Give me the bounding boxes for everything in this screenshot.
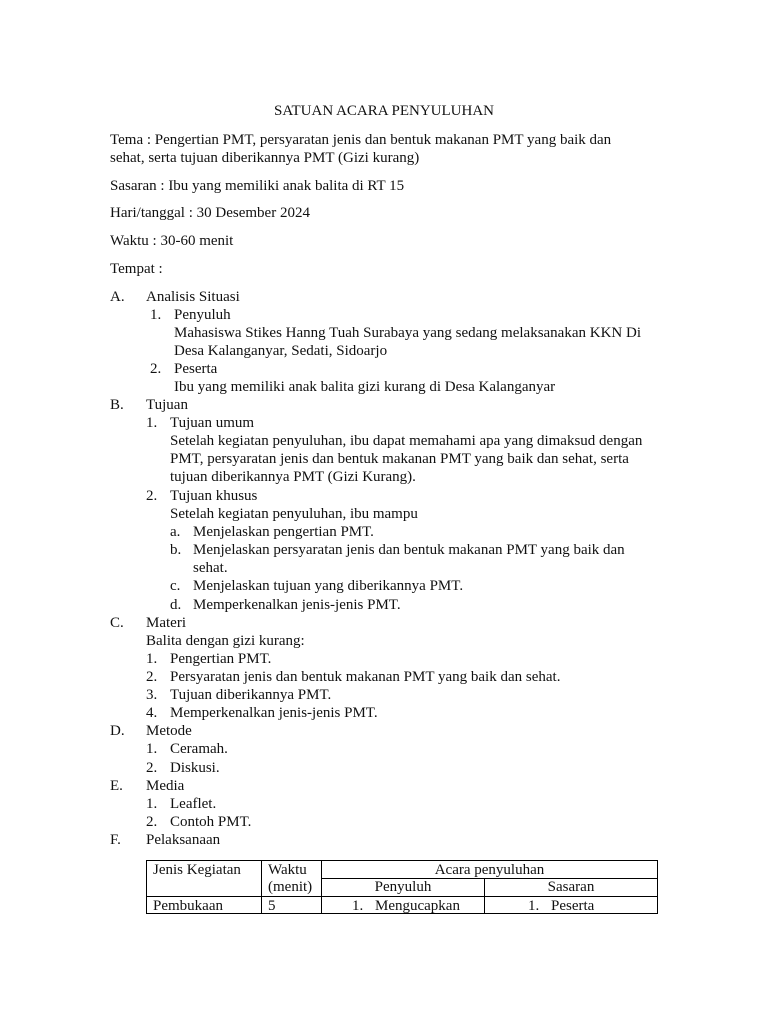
tujuan-umum-label: Tujuan umum [170,415,255,431]
list-number: 2. [150,361,162,377]
list-number: 1. [146,741,158,757]
list-number: 2. [146,760,158,776]
header-acara-penyuluhan: Acara penyuluhan [434,862,545,878]
section-d-letter: D. [110,723,125,739]
sasaran-line: Sasaran : Ibu yang memiliki anak balita di RT 15 [110,178,405,194]
tujuan-khusus-intro: Setelah kegiatan penyuluhan, ibu mampu [170,506,418,522]
list-number: 2. [146,669,158,685]
list-letter: d. [170,597,182,613]
waktu-line: Waktu : 30-60 menit [110,233,234,249]
section-f-heading: Pelaksanaan [146,832,221,848]
header-penyuluh: Penyuluh [374,879,432,895]
materi-item: Pengertian PMT. [170,651,272,667]
tujuan-umum-text-2: PMT, persyaratan jenis dan bentuk makanan PMT yang baik dan sehat, serta [170,451,629,467]
list-number: 1. [150,307,162,323]
header-waktu: Waktu [268,862,307,878]
metode-item: Diskusi. [170,760,220,776]
section-d-heading: Metode [146,723,192,739]
section-e-heading: Media [146,778,185,794]
peserta-label: Peserta [174,361,218,377]
hari-tanggal-line: Hari/tanggal : 30 Desember 2024 [110,205,310,221]
penyuluh-text-2: Desa Kalanganyar, Sedati, Sidoarjo [174,343,388,359]
peserta-text: Ibu yang memiliki anak balita gizi kurang di Desa Kalanganyar [174,379,556,395]
penyuluh-text-1: Mahasiswa Stikes Hanng Tuah Surabaya yang sedang melaksanakan KKN Di [174,325,641,341]
list-number: 1. [146,415,158,431]
tempat-line: Tempat : [110,261,163,277]
document-title: SATUAN ACARA PENYULUHAN [273,103,495,119]
cell-sasaran: Peserta [551,898,595,914]
tema-line-2: sehat, serta tujuan diberikannya PMT (Gizi kurang) [110,150,420,166]
tujuan-khusus-label: Tujuan khusus [170,488,258,504]
list-number: 4. [146,705,158,721]
tema-line-1: Tema : Pengertian PMT, persyaratan jenis dan bentuk makanan PMT yang baik dan [110,132,612,148]
media-item: Contoh PMT. [170,814,252,830]
list-number: 1. [528,898,540,914]
penyuluh-label: Penyuluh [174,307,231,323]
tujuan-khusus-item: Menjelaskan pengertian PMT. [193,524,374,540]
table-divider [261,861,262,913]
list-number: 2. [146,488,158,504]
materi-intro: Balita dengan gizi kurang: [146,633,305,649]
materi-item: Memperkenalkan jenis-jenis PMT. [170,705,378,721]
pelaksanaan-table [146,860,658,914]
cell-penyuluh: Mengucapkan [375,898,460,914]
tujuan-khusus-item: Menjelaskan persyaratan jenis dan bentuk makanan PMT yang baik dan [193,542,625,558]
list-number: 1. [146,651,158,667]
tujuan-umum-text-3: tujuan diberikannya PMT (Gizi Kurang). [170,469,416,485]
list-letter: b. [170,542,182,558]
media-item: Leaflet. [170,796,217,812]
section-b-heading: Tujuan [146,397,188,413]
section-e-letter: E. [110,778,123,794]
section-c-heading: Materi [146,615,186,631]
section-a-letter: A. [110,289,125,305]
list-number: 1. [352,898,364,914]
section-a-heading: Analisis Situasi [146,289,240,305]
section-c-letter: C. [110,615,124,631]
materi-item: Tujuan diberikannya PMT. [170,687,332,703]
materi-item: Persyaratan jenis dan bentuk makanan PMT yang baik dan sehat. [170,669,561,685]
header-jenis-kegiatan: Jenis Kegiatan [153,862,241,878]
tujuan-khusus-item-cont: sehat. [193,560,228,576]
cell-waktu: 5 [268,898,276,914]
tujuan-umum-text-1: Setelah kegiatan penyuluhan, ibu dapat memahami apa yang dimaksud dengan [170,433,643,449]
tujuan-khusus-item: Menjelaskan tujuan yang diberikannya PMT. [193,578,464,594]
list-number: 3. [146,687,158,703]
section-f-letter: F. [110,832,121,848]
section-b-letter: B. [110,397,124,413]
header-sasaran: Sasaran [547,879,595,895]
list-number: 2. [146,814,158,830]
tujuan-khusus-item: Memperkenalkan jenis-jenis PMT. [193,597,401,613]
list-letter: a. [170,524,181,540]
list-letter: c. [170,578,181,594]
list-number: 1. [146,796,158,812]
header-waktu-unit: (menit) [268,879,313,895]
metode-item: Ceramah. [170,741,228,757]
cell-jenis-kegiatan: Pembukaan [153,898,223,914]
